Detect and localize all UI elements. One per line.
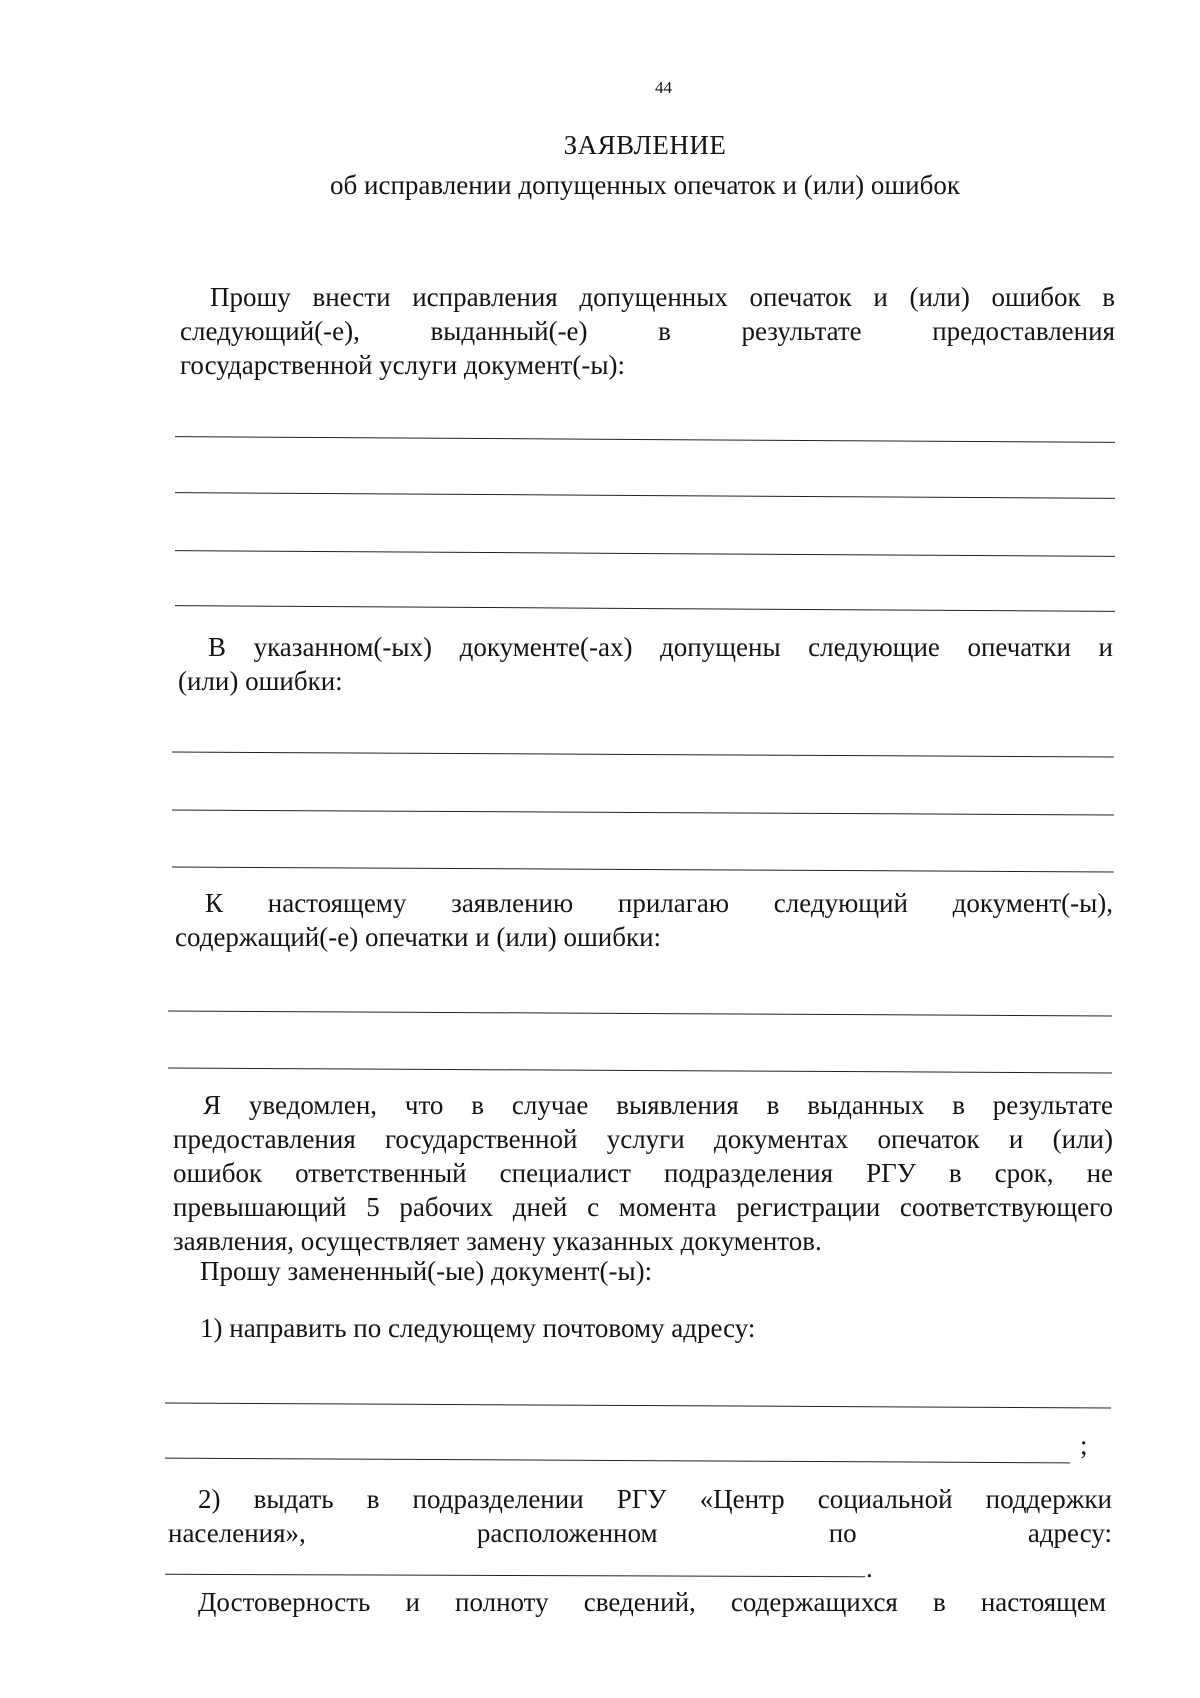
paragraph-line: Прошу внести исправления допущенных опечаток и (или) ошибок в — [210, 282, 1115, 312]
paragraph-line: содержащий(-е) опечатки и (или) ошибки: — [175, 922, 662, 952]
paragraph-line: предоставления государственной услуги документах опечаток и (или) — [173, 1124, 1113, 1154]
blank-line-document-1[interactable] — [175, 436, 1115, 443]
paragraph-line: В указанном(-ых) документе(-ах) допущены следующие опечатки и — [208, 632, 1113, 662]
document-title: ЗАЯВЛЕНИЕ — [563, 130, 727, 160]
paragraph-notice — [173, 1088, 1113, 1258]
paragraph-errors-found — [178, 630, 1113, 698]
paragraph-correction-request — [180, 280, 1115, 382]
paragraph-line: превышающий 5 рабочих дней с момента регистрации соответствующего — [173, 1192, 1113, 1222]
period: . — [866, 1553, 873, 1583]
paragraph-line: Я уведомлен, что в случае выявления в выданных в результате — [203, 1090, 1113, 1120]
paragraph-line: К настоящему заявлению прилагаю следующий документ(-ы), — [205, 888, 1113, 918]
paragraph-line: государственной услуги документ(-ы): — [180, 350, 625, 380]
paragraph-accuracy — [170, 1585, 1106, 1619]
paragraph-line: ошибок ответственный специалист подразделения РГУ в срок, не — [173, 1158, 1113, 1188]
paragraph-line: Достоверность и полноту сведений, содержащихся в настоящем — [198, 1587, 1106, 1617]
blank-line-errors-1[interactable] — [172, 752, 1114, 758]
document-subtitle: об исправлении допущенных опечаток и (или) ошибок — [330, 170, 960, 200]
option-mail-address: 1) направить по следующему почтовому адресу: — [200, 1313, 756, 1343]
paragraph-line: заявления, осуществляет замену указанных документов. — [173, 1226, 822, 1256]
blank-line-office-address[interactable] — [165, 1574, 865, 1577]
blank-line-errors-2[interactable] — [172, 810, 1114, 816]
blank-line-attachment-1[interactable] — [168, 1011, 1112, 1017]
paragraph-issue-at-office — [168, 1482, 1112, 1550]
blank-line-document-2[interactable] — [175, 492, 1115, 499]
paragraph-line: (или) ошибки: — [178, 666, 343, 696]
blank-line-attachment-2[interactable] — [168, 1068, 1112, 1074]
blank-line-postal-address-1[interactable] — [165, 1403, 1111, 1409]
paragraph-line: следующий(-е), выданный(-е) в результате предоставления — [180, 316, 1115, 346]
page-number: 44 — [655, 78, 672, 97]
paragraph-line: населения», расположенном по адресу: — [168, 1518, 1112, 1548]
semicolon: ; — [1080, 1430, 1088, 1460]
blank-line-errors-3[interactable] — [172, 867, 1114, 873]
blank-line-postal-address-2[interactable] — [165, 1458, 1070, 1464]
paragraph-line: 2) выдать в подразделении РГУ «Центр социальной поддержки — [198, 1484, 1112, 1514]
blank-line-document-3[interactable] — [175, 550, 1115, 557]
blank-line-document-4[interactable] — [175, 605, 1115, 612]
request-line: Прошу замененный(-ые) документ(-ы): — [200, 1256, 653, 1286]
paragraph-attachments — [175, 886, 1113, 954]
